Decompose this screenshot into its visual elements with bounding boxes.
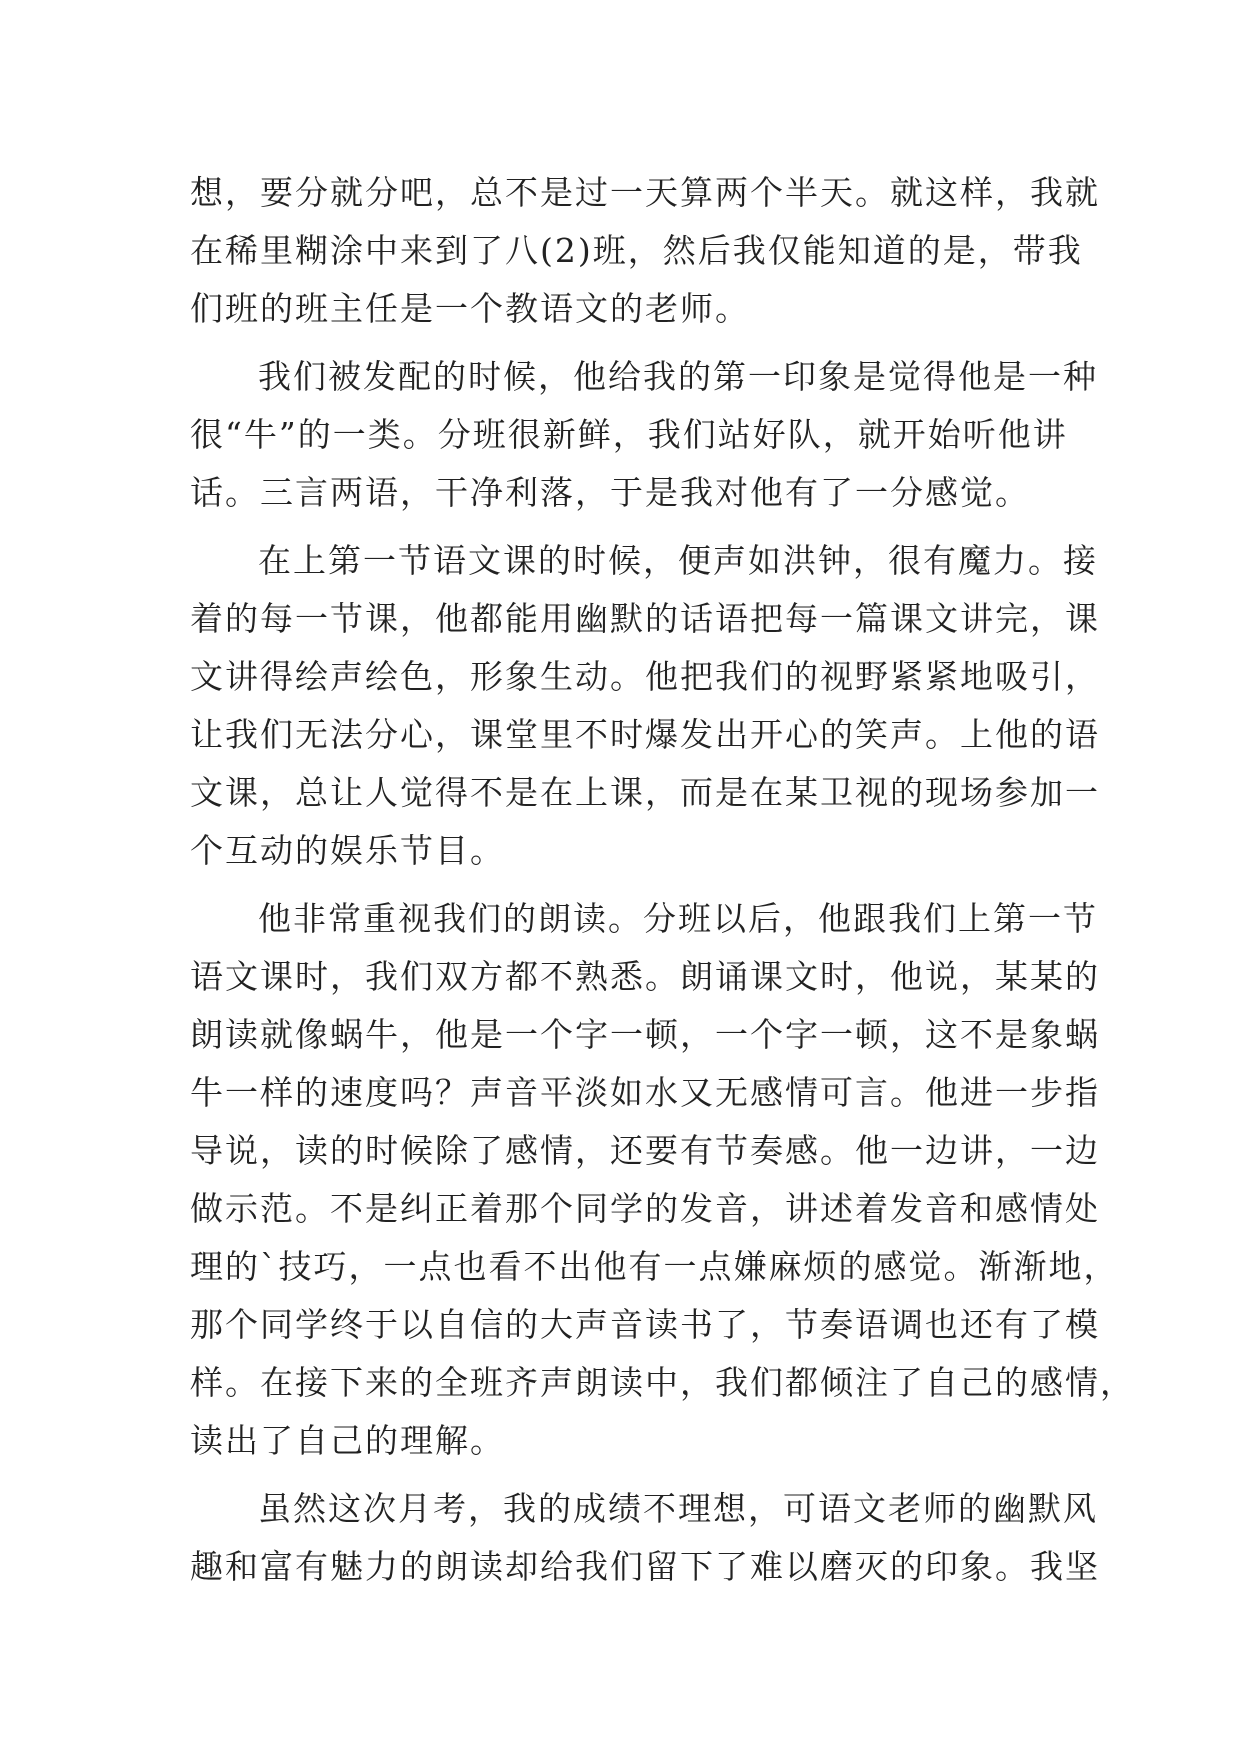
- paragraph-first-line: 虽然这次月考，我的成绩不理想，可语文老师的幽默风: [258, 1489, 1098, 1528]
- text-line: 趣和富有魅力的朗读却给我们留下了难以磨灭的印象。我坚: [190, 1547, 1100, 1586]
- text-line: 想，要分就分吧，总不是过一天算两个半天。就这样，我就: [190, 173, 1100, 212]
- text-line: 语文课时，我们双方都不熟悉。朗诵课文时，他说，某某的: [190, 957, 1100, 996]
- text-line: 个互动的娱乐节目。: [190, 831, 505, 870]
- text-line: 在稀里糊涂中来到了八(2)班，然后我仅能知道的是，带我: [190, 231, 1083, 270]
- text-line: 理的`技巧，一点也看不出他有一点嫌麻烦的感觉。渐渐地，: [190, 1247, 1119, 1286]
- text-line: 导说，读的时候除了感情，还要有节奏感。他一边讲，一边: [190, 1131, 1100, 1170]
- text-line: 们班的班主任是一个教语文的老师。: [190, 289, 750, 328]
- text-line: 样。在接下来的全班齐声朗读中，我们都倾注了自己的感情，: [190, 1363, 1135, 1402]
- text-line: 牛一样的速度吗？声音平淡如水又无感情可言。他进一步指: [190, 1073, 1100, 1112]
- text-line: 文课，总让人觉得不是在上课，而是在某卫视的现场参加一: [190, 773, 1100, 812]
- paragraph-first-line: 他非常重视我们的朗读。分班以后，他跟我们上第一节: [258, 899, 1098, 938]
- text-line: 朗读就像蜗牛，他是一个字一顿，一个字一顿，这不是象蜗: [190, 1015, 1100, 1054]
- text-line: 文讲得绘声绘色，形象生动。他把我们的视野紧紧地吸引，: [190, 657, 1100, 696]
- document-body: [190, 164, 1135, 1596]
- text-line: 话。三言两语，干净利落，于是我对他有了一分感觉。: [190, 473, 1030, 512]
- paragraph-first-line: 我们被发配的时候，他给我的第一印象是觉得他是一种: [258, 357, 1098, 396]
- text-line: 让我们无法分心，课堂里不时爆发出开心的笑声。上他的语: [190, 715, 1100, 754]
- text-line: 读出了自己的理解。: [190, 1421, 505, 1460]
- text-line: 很“牛”的一类。分班很新鲜，我们站好队，就开始听他讲: [190, 415, 1068, 454]
- text-line: 着的每一节课，他都能用幽默的话语把每一篇课文讲完，课: [190, 599, 1100, 638]
- paragraph-first-line: 在上第一节语文课的时候，便声如洪钟，很有魔力。接: [258, 541, 1098, 580]
- text-line: 做示范。不是纠正着那个同学的发音，讲述着发音和感情处: [190, 1189, 1100, 1228]
- text-line: 那个同学终于以自信的大声音读书了，节奏语调也还有了模: [190, 1305, 1100, 1344]
